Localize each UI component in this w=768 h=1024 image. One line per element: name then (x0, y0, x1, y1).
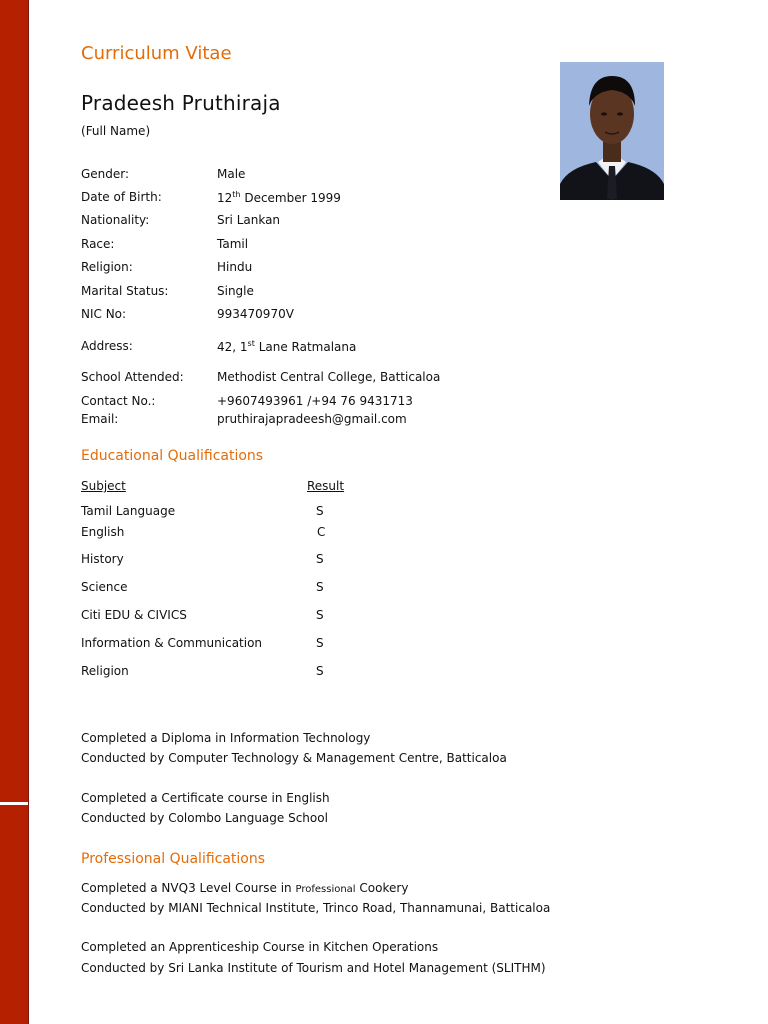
result-cell: S (316, 552, 324, 566)
religion-label: Religion: (81, 260, 133, 274)
result-cell: S (316, 504, 324, 518)
result-cell: S (316, 664, 324, 678)
nvq-institution: Conducted by MIANI Technical Institute, Trinco Road, Thannamunai, Batticaloa (81, 901, 551, 915)
subject-cell: English (81, 525, 125, 539)
document-title: Curriculum Vitae (81, 43, 232, 64)
email-label: Email: (81, 412, 119, 426)
address-label: Address: (81, 339, 133, 353)
full-name: Pradeesh Pruthiraja (81, 91, 281, 115)
subject-cell: Citi EDU & CIVICS (81, 608, 187, 622)
subject-cell: History (81, 552, 124, 566)
profile-photo (560, 62, 664, 200)
subject-cell: Religion (81, 664, 129, 678)
certificate-title: Completed a Certificate course in English (81, 791, 330, 805)
nvq-title: Completed a NVQ3 Level Course in Professional Cookery (81, 881, 409, 895)
contact-label: Contact No.: (81, 394, 156, 408)
diploma-title: Completed a Diploma in Information Technology (81, 731, 371, 745)
email-value: pruthirajapradeesh@gmail.com (217, 412, 407, 426)
dob-label: Date of Birth: (81, 190, 162, 204)
dob-value: 12th December 1999 (217, 190, 341, 205)
marital-status-value: Single (217, 284, 254, 298)
gender-label: Gender: (81, 167, 130, 181)
subject-cell: Tamil Language (81, 504, 176, 518)
gender-value: Male (217, 167, 246, 181)
sidebar-stripe-bottom (0, 805, 28, 1024)
school-label: School Attended: (81, 370, 184, 384)
full-name-note: (Full Name) (81, 124, 151, 138)
subject-cell: Information & Communication (81, 636, 263, 650)
nationality-label: Nationality: (81, 213, 150, 227)
nic-label: NIC No: (81, 307, 127, 321)
school-value: Methodist Central College, Batticaloa (217, 370, 441, 384)
sidebar-stripe-top (0, 0, 28, 802)
result-cell: S (316, 608, 324, 622)
sidebar-edge-line (28, 0, 29, 1024)
marital-status-label: Marital Status: (81, 284, 169, 298)
professional-heading: Professional Qualifications (81, 851, 266, 867)
diploma-institution: Conducted by Computer Technology & Management Centre, Batticaloa (81, 751, 507, 765)
address-value: 42, 1st Lane Ratmalana (217, 339, 357, 354)
education-heading: Educational Qualifications (81, 448, 264, 464)
subject-cell: Science (81, 580, 128, 594)
certificate-institution: Conducted by Colombo Language School (81, 811, 328, 825)
result-cell: C (317, 525, 326, 539)
race-label: Race: (81, 237, 115, 251)
result-header: Result (307, 479, 345, 493)
religion-value: Hindu (217, 260, 253, 274)
result-cell: S (316, 580, 324, 594)
subject-header: Subject (81, 479, 126, 493)
nic-value: 993470970V (217, 307, 294, 321)
contact-value: +9607493961 /+94 76 9431713 (217, 394, 413, 408)
apprenticeship-institution: Conducted by Sri Lanka Institute of Tourism and Hotel Management (SLITHM) (81, 961, 546, 975)
race-value: Tamil (217, 237, 249, 251)
apprenticeship-title: Completed an Apprenticeship Course in Kitchen Operations (81, 940, 439, 954)
nationality-value: Sri Lankan (217, 213, 281, 227)
result-cell: S (316, 636, 324, 650)
